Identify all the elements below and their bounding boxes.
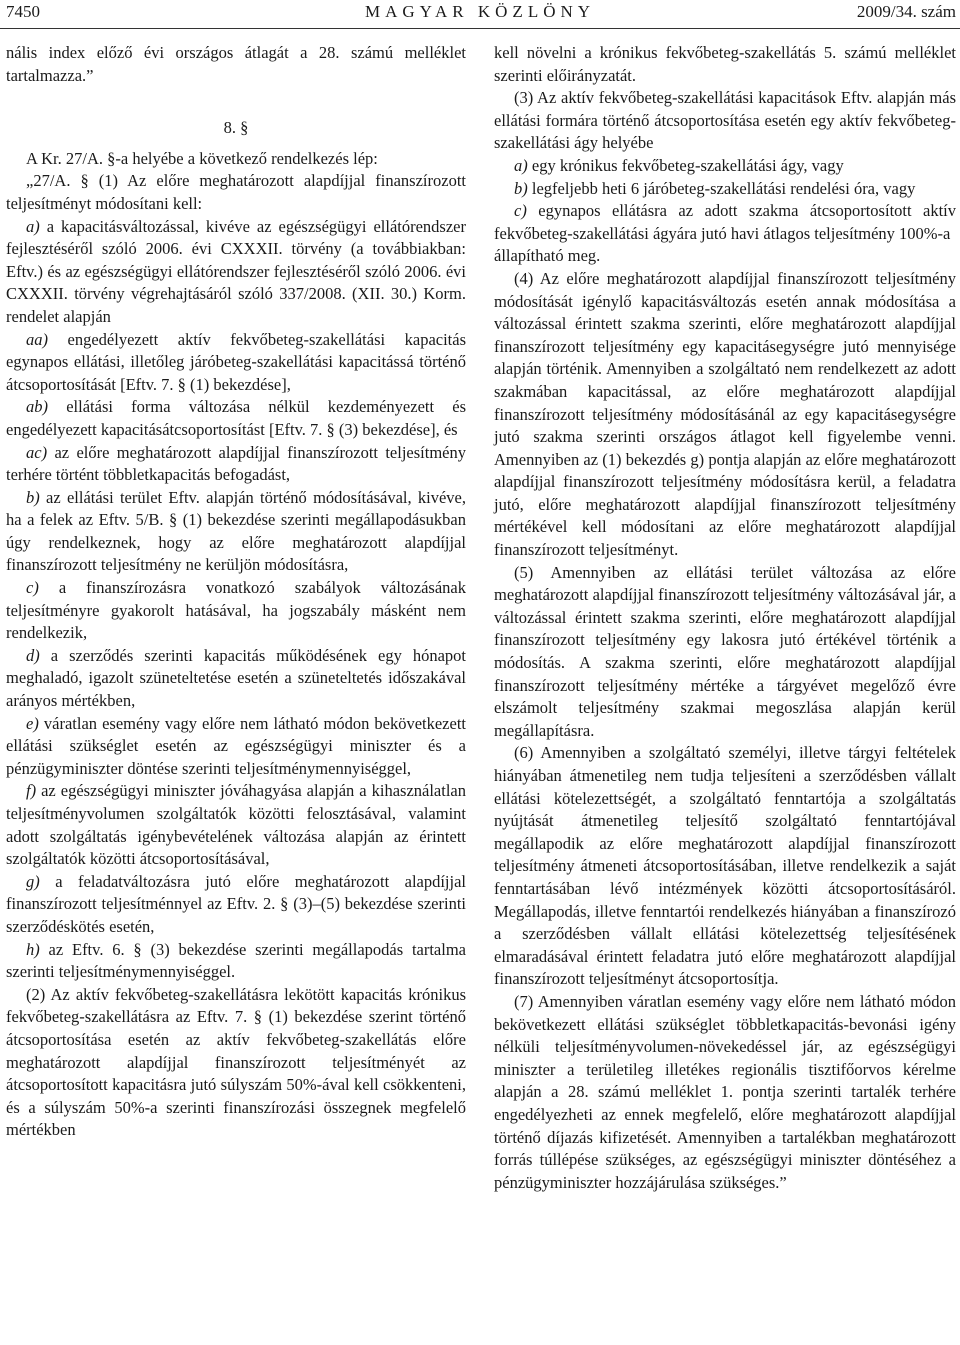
left-column — [6, 42, 466, 1142]
paragraph-text: nális index előző évi országos átlagát a 28. számú melléklet tartalmazza.” — [6, 43, 466, 85]
paragraph-text: egy krónikus fekvőbeteg-szakellátási ágy, vagy — [531, 155, 844, 175]
left-paragraph — [6, 645, 466, 713]
paragraph-text: a feladatváltozásra jutó előre meghatározott alapdíjjal finanszírozott teljesítménnyel az Eftv. 2. § (3)–(5) bekezdése szerinti szerződéskötés esetén, — [6, 871, 467, 936]
list-label: a) — [26, 216, 40, 236]
spacer — [6, 87, 466, 107]
right-paragraph — [494, 742, 956, 991]
paragraph-text: az egészségügyi miniszter jóváhagyása alapján a kihasználatlan teljesítményvolumen szolgáltatók közötti felosztásával, valamint adott szolgáltatás igénybevételének változása alapján az érintett szolgáltatók közötti átcsoportosításával, — [6, 781, 466, 869]
paragraph-text: állapítható meg. — [494, 246, 601, 266]
left-paragraph — [6, 329, 466, 397]
paragraph-text: a finanszírozásra vonatkozó szabályok változásának teljesítményre gyakorolt hatásával, ha jogszabály másként nem rendelkezik, — [6, 578, 466, 643]
right-paragraph — [494, 87, 956, 155]
paragraph-text: (6) Amennyiben a szolgáltató személyi, illetve tárgyi feltételek hiányában átmenetileg nem tudja teljesíteni a szerződésben vállalt ellátási kötelezettségét, a szolgáltató fenntartója a szolgáltatás nyújtását átmenetileg teljesítő szolgáltató fenntartójával megállapodik az előre meghatározott alapdíjjal finanszírozott teljesítmény átmeneti átcsoportosításában, illetve rendelkezik a saját fenntartásában lévő intézmények közötti átcsoportosításáról. Megállapodás, illetve fenntartói rendelkezés hiányában a finanszírozó a szerződésben vállalt ellátási kötelezettség teljesítésének elmaradásával érintett feladatra jutó előre meghatározott alapdíjjal finanszírozott teljesítményt átcsoportosítja. — [494, 743, 956, 989]
list-label: a) — [514, 155, 528, 175]
list-label: ac) — [26, 442, 48, 462]
paragraph-text: az Eftv. 6. § (3) bekezdése szerinti megállapodás tartalma szerinti teljesítménymennyiséggel. — [6, 939, 466, 982]
paragraph-text: az előre meghatározott alapdíjjal finanszírozott teljesítmény terhére történt többletkapacitás befogadást, — [6, 442, 466, 485]
page-header — [0, 0, 960, 36]
right-paragraph — [494, 178, 956, 201]
list-label: b) — [514, 178, 528, 198]
list-label: g) — [26, 871, 40, 891]
right-paragraph — [494, 562, 956, 743]
right-paragraph — [494, 268, 956, 562]
paragraph-text: egynapos ellátásra az adott szakma átcsoportosított aktív fekvőbeteg-szakellátási ágyára jutó havi átlagos teljesítmény 100%-a — [494, 201, 956, 243]
right-paragraph — [494, 991, 956, 1194]
paragraph-text: kell növelni a krónikus fekvőbeteg-szakellátás 5. számú melléklet szerinti előirányzatát. — [494, 43, 956, 85]
journal-title: MAGYAR KÖZLÖNY — [364, 2, 596, 21]
left-paragraph — [6, 871, 466, 939]
left-paragraph — [6, 148, 466, 171]
paragraph-text: a kapacitásváltozással, kivéve az egészségügyi ellátórendszer fejlesztéséről szóló 2006. évi CXXXII. törvény (a továbbiakban: Eftv.) és az egészségügyi ellátórendszer fejlesztéséről szóló 2006. évi CXXXII. törvény végrehajtásáról szóló 337/2008. (XII. 30.) Korm. rendelet alapján — [6, 216, 466, 326]
left-paragraph — [6, 396, 466, 441]
list-label: d) — [26, 645, 40, 665]
left-paragraph — [6, 780, 466, 870]
paragraph-text: 8. § — [223, 118, 249, 138]
header-rule — [0, 28, 960, 29]
right-paragraph — [494, 155, 956, 178]
list-label: h) — [26, 939, 40, 959]
section-heading — [6, 117, 466, 140]
page-number: 7450 — [6, 2, 40, 21]
list-label: c) — [514, 201, 527, 221]
paragraph-text: „27/A. § (1) Az előre meghatározott alapdíjjal finanszírozott teljesítményt módosítani kell: — [6, 171, 466, 213]
paragraph-text: a szerződés szerinti kapacitás működésének egy hónapot meghaladó, igazolt szüneteltetése esetén a szüneteltetés időszakával arányos mértékben, — [6, 645, 466, 711]
issue-number: 2009/34. szám — [856, 2, 956, 21]
paragraph-text: (4) Az előre meghatározott alapdíjjal finanszírozott teljesítmény módosítását igénylő kapacitásváltozás esetén annak módosítása a változással érintett szakma szerinti, előre meghatározott alapdíjjal finanszírozott teljesítmény egy kapacitásegységre jutó mennyisége alapján történik. Amennyiben a szolgáltató nem rendelkezett az adott szakmában kapacitással, az előre meghatározott alapdíjjal finanszírozott teljesítmény módosításánál az egy kapacitásegységre jutó szakma szerinti országos átlagot kell figyelembe venni. Amennyiben az (1) bekezdés g) pontja alapján az előre meghatározott alapdíjjal finanszírozott teljesítmény módosításra kerül, a feladatra jutó, előre meghatározott alapdíjjal finanszírozott teljesítmény mértékével kell módosítani az előre meghatározott alapdíjjal finanszírozott teljesítményt. — [494, 268, 956, 560]
paragraph-text: ellátási forma változása nélkül kezdeményezett és engedélyezett kapacitásátcsoportosítást [Eftv. 7. § (3) bekezdése], és — [6, 397, 467, 439]
right-column — [494, 42, 956, 1194]
left-paragraph — [6, 939, 466, 984]
paragraph-text: engedélyezett aktív fekvőbeteg-szakellátási kapacitás egynapos ellátási, illetőleg járóbeteg-szakellátási kapacitássá történő átcsoportosítását [Eftv. 7. § (1) bekezdése], — [6, 329, 466, 394]
paragraph-text: (2) Az aktív fekvőbeteg-szakellátásra lekötött kapacitás krónikus fekvőbeteg-szakellátásra az Eftv. 7. § (1) bekezdése szerint történő átcsoportosítása esetén az aktív fekvőbeteg-szakellátás előre meghatározott alapdíjjal finanszírozott teljesítményét az átcsoportosított kapacitásra jutó súlyszám 50%-ával kell csökkenteni, és a súlyszám 50%-a szerinti finanszírozási összegnek megfelelő mértékben — [6, 984, 466, 1140]
list-label: ab) — [26, 397, 48, 417]
list-label: e) — [26, 713, 39, 733]
paragraph-text: (5) Amennyiben az ellátási terület változása az előre meghatározott alapdíjjal finanszírozott teljesítmény változásával jár, a változással érintett szakma szerinti, előre meghatározott alapdíjjal finanszírozott teljesítmény egy lakosra jutó értékével történik a módosítás. A szakma szerinti, előre meghatározott alapdíjjal finanszírozott teljesítmény mértéke a tárgyévet megelőző évre elszámolt teljesítmény szakmai megoszlása alapján kerül megállapításra. — [494, 562, 956, 740]
left-paragraph — [6, 984, 466, 1142]
left-paragraph — [6, 216, 466, 329]
list-label: c) — [26, 578, 39, 598]
paragraph-text: (7) Amennyiben váratlan esemény vagy előre nem látható módon bekövetkezett ellátási szükséglet többletkapacitás-bevonási igény nélküli teljesítményvolumen-növekedéssel jár, az egészségügyi miniszter a területileg illetékes regionális tisztifőorvos kérelme alapján a 28. számú melléklet 1. pontja szerinti tartalék terhére engedélyezheti az ennek megfelelő, előre meghatározott alapdíjjal történő díjazás kifizetését. Amennyiben a tartalékban meghatározott forrás túllépése szükséges, az egészségügyi miniszter döntéséhez a pénzügyminiszter hozzájárulása szükséges.” — [494, 991, 956, 1192]
left-paragraph — [6, 442, 466, 487]
paragraph-text: váratlan esemény vagy előre nem látható módon bekövetkezett ellátási szükséglet esetén az egészségügyi miniszter és a pénzügyminiszter döntése szerinti teljesítménymennyiséggel, — [6, 713, 466, 778]
list-label: aa) — [26, 329, 48, 349]
list-label: f) — [26, 781, 37, 801]
right-paragraph — [494, 42, 956, 87]
paragraph-text: (3) Az aktív fekvőbeteg-szakellátási kapacitások Eftv. alapján más ellátási formára történő átcsoportosítása esetén egy aktív fekvőbeteg-szakellátási ágy helyébe — [494, 88, 956, 153]
left-paragraph — [6, 487, 466, 577]
left-paragraph — [6, 42, 466, 87]
left-paragraph — [6, 713, 466, 781]
list-label: b) — [26, 487, 40, 507]
paragraph-text: legfeljebb heti 6 járóbeteg-szakellátási rendelési óra, vagy — [531, 178, 916, 198]
right-paragraph — [494, 245, 956, 268]
left-paragraph — [6, 577, 466, 645]
right-paragraph — [494, 200, 956, 245]
paragraph-text: az ellátási terület Eftv. alapján történő módosításával, kivéve, ha a felek az Eftv. 5/B. § (1) bekezdése szerinti megállapodásukban úgy rendelkeznek, hogy az előre meghatározott alapdíjjal finanszírozott teljesítmény ne kerüljön módosításra, — [6, 487, 466, 575]
left-paragraph — [6, 170, 466, 215]
paragraph-text: A Kr. 27/A. §-a helyébe a következő rendelkezés lép: — [26, 148, 378, 168]
